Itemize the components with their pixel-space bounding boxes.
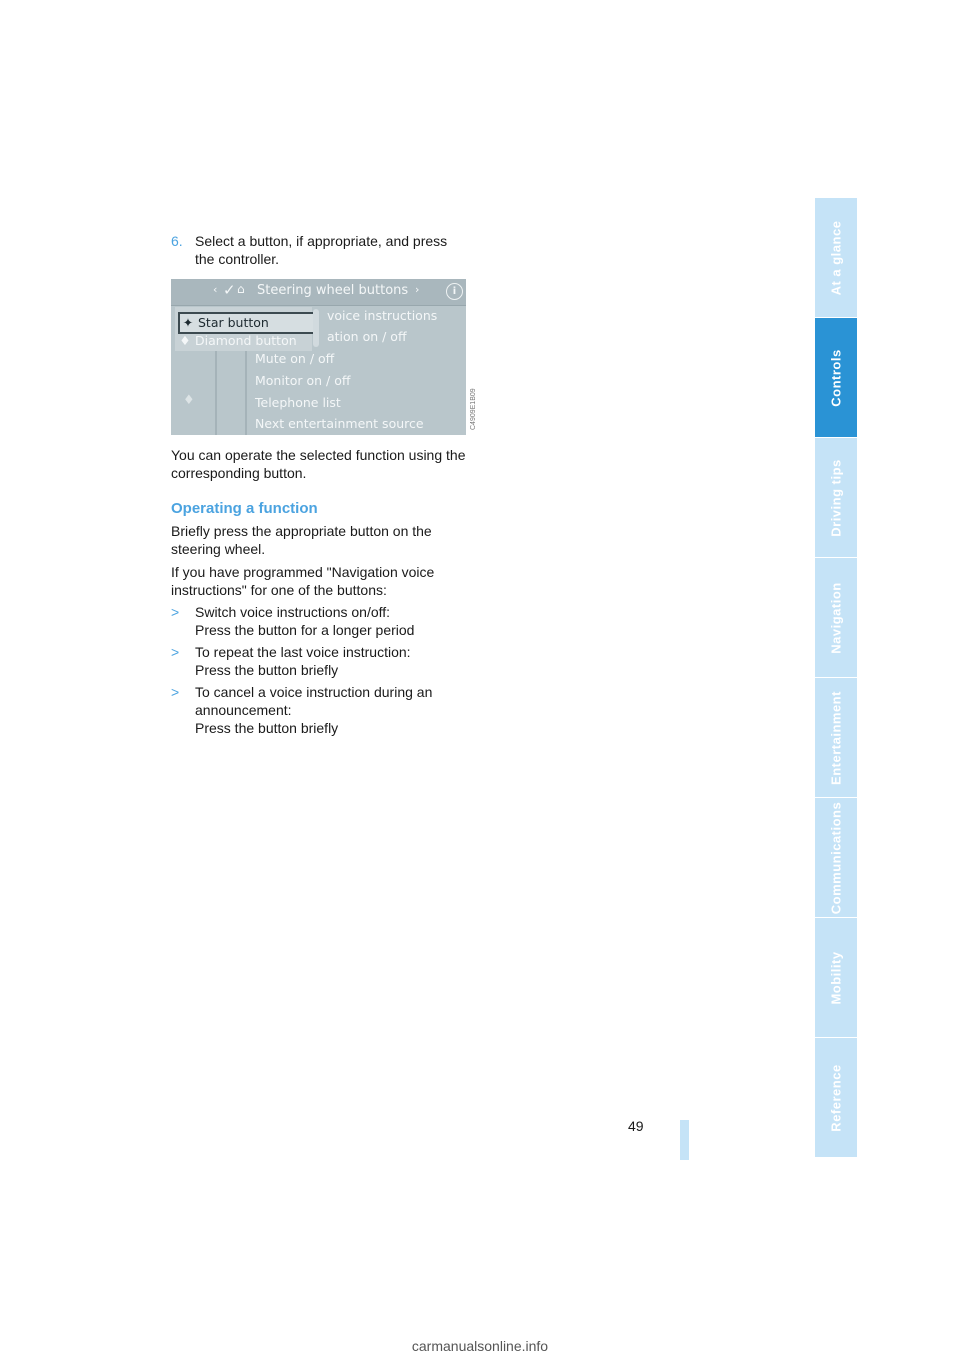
figure-header-title: Steering wheel buttons xyxy=(257,283,409,298)
diamond-button-option xyxy=(177,332,313,350)
tab-at-a-glance[interactable] xyxy=(815,198,857,318)
list-item: Monitor on / off xyxy=(255,373,351,388)
arrow-right-icon: › xyxy=(415,283,420,296)
star-button-option xyxy=(178,312,316,334)
tab-reference[interactable] xyxy=(815,1038,857,1158)
bullet-line: Switch voice instructions on/off: xyxy=(195,604,391,620)
bullet-line: Press the button for a longer period xyxy=(195,622,415,638)
star-button-label: Star button xyxy=(198,315,269,330)
tab-mobility[interactable] xyxy=(815,918,857,1038)
step-text-1: Select a button, if appropriate, and press xyxy=(195,233,448,249)
star-icon: ✦ xyxy=(182,315,194,330)
after-figure-line-1: You can operate the selected function using the xyxy=(171,447,466,463)
tab-entertainment[interactable] xyxy=(815,678,857,798)
arrow-left-icon: ‹ xyxy=(213,283,218,296)
bullet-line: Press the button briefly xyxy=(195,720,339,736)
bullet-marker: > xyxy=(171,644,180,660)
list-item: voice instructions xyxy=(327,308,438,323)
after-figure-line-2: corresponding button. xyxy=(171,465,307,481)
footer-watermark: carmanualsonline.info xyxy=(411,1338,549,1354)
steering-wheel-buttons-screenshot xyxy=(171,279,466,435)
check-icon: ✓ xyxy=(223,281,236,299)
tab-driving-tips[interactable] xyxy=(815,438,857,558)
divider-line xyxy=(215,351,217,435)
tab-label: Navigation xyxy=(828,582,844,654)
tab-navigation[interactable] xyxy=(815,558,857,678)
bullet-line: To cancel a voice instruction during an xyxy=(195,684,433,700)
side-diamond-icon: ♦ xyxy=(183,393,195,408)
list-item: ation on / off xyxy=(327,329,407,344)
step-line-1 xyxy=(171,232,448,250)
tab-label: Mobility xyxy=(828,951,844,1005)
tab-label: Controls xyxy=(828,349,844,407)
tab-controls[interactable] xyxy=(815,318,857,438)
paragraph-line: instructions" for one of the buttons: xyxy=(171,582,387,598)
tab-label: At a glance xyxy=(828,220,844,296)
tab-label: Communications xyxy=(828,801,844,915)
page-marker-bar xyxy=(680,1120,689,1160)
bullet-line: To repeat the last voice instruction: xyxy=(195,644,411,660)
bullet-marker: > xyxy=(171,604,180,620)
tab-label: Driving tips xyxy=(828,459,844,537)
scrollbar xyxy=(313,309,319,347)
diamond-button-label: Diamond button xyxy=(195,333,297,348)
section-heading: Operating a function xyxy=(171,500,318,517)
info-icon: i xyxy=(446,283,463,300)
chapter-tabs xyxy=(815,198,857,1160)
paragraph-line: Briefly press the appropriate button on the xyxy=(171,523,432,539)
figure-header xyxy=(171,279,466,306)
list-item: Next entertainment source xyxy=(255,416,424,431)
page-number: 49 xyxy=(628,1118,644,1134)
list-item: Mute on / off xyxy=(255,351,335,366)
list-item: Telephone list xyxy=(255,395,341,410)
tab-label: Entertainment xyxy=(828,691,844,785)
diamond-icon: ♦ xyxy=(179,333,191,348)
bullet-line: Press the button briefly xyxy=(195,662,339,678)
bullet-marker: > xyxy=(171,684,180,700)
paragraph-line: steering wheel. xyxy=(171,541,266,557)
bullet-line: announcement: xyxy=(195,702,292,718)
tab-communications[interactable] xyxy=(815,798,857,918)
steering-wheel-icon: ⌂ xyxy=(237,282,245,296)
step-line-2: the controller. xyxy=(195,251,280,267)
paragraph-line: If you have programmed "Navigation voice xyxy=(171,564,435,580)
divider-line xyxy=(245,351,247,435)
tab-label: Reference xyxy=(828,1064,844,1132)
figure-image-code: C4909E1B09 xyxy=(470,388,477,430)
step-number: 6. xyxy=(171,233,183,249)
